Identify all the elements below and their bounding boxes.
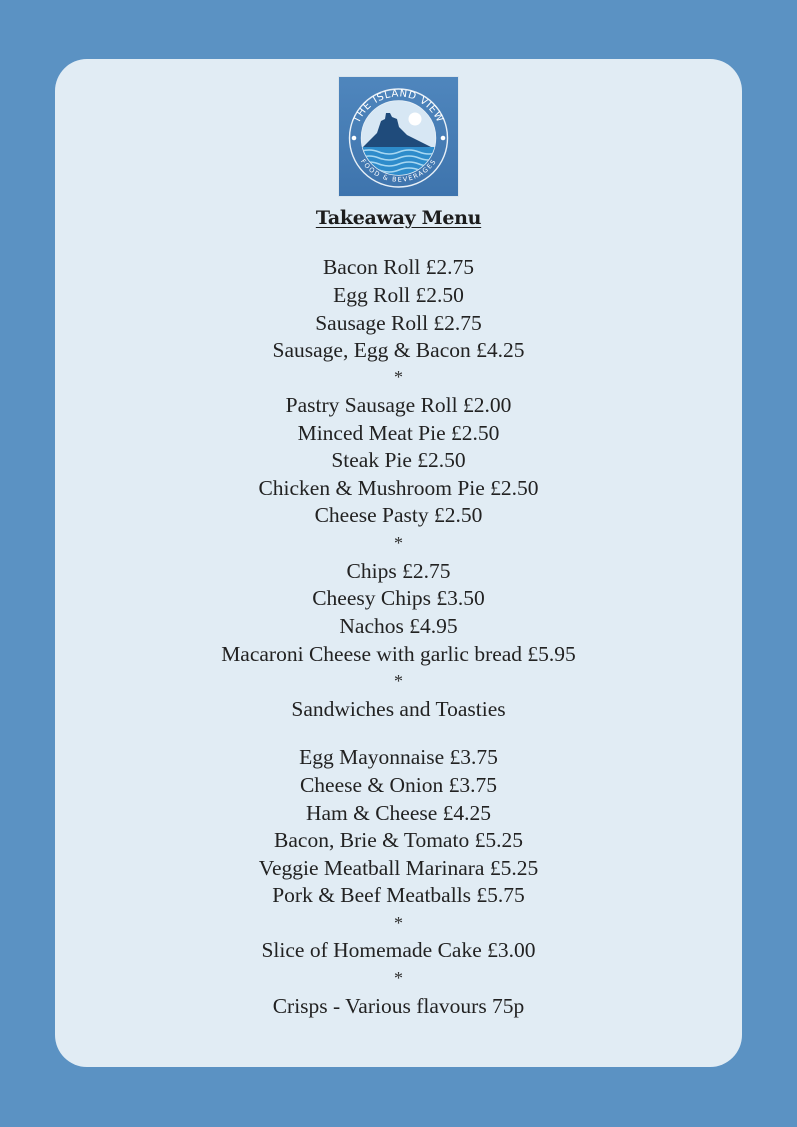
section-separator: * (394, 533, 403, 553)
menu-item: Pork & Beef Meatballs £5.75 (272, 883, 525, 907)
logo-top-text: THE ISLAND VIEW (351, 88, 446, 125)
section-separator: * (394, 671, 403, 691)
menu-item: Chips £2.75 (346, 559, 451, 583)
island-castle-logo-icon (339, 77, 458, 196)
menu-item: Cheese Pasty £2.50 (314, 503, 483, 527)
section-heading: Sandwiches and Toasties (291, 697, 506, 721)
menu-item: Cheesy Chips £3.50 (312, 586, 485, 610)
menu-item: Egg Mayonnaise £3.75 (299, 745, 498, 769)
menu-item: Crisps - Various flavours 75p (272, 994, 525, 1018)
menu-item: Slice of Homemade Cake £3.00 (261, 938, 536, 962)
island-view-logo (339, 77, 458, 196)
menu-item: Minced Meat Pie £2.50 (297, 421, 500, 445)
section-separator: * (394, 367, 403, 387)
menu-item: Cheese & Onion £3.75 (299, 773, 498, 797)
menu-item: Sausage Roll £2.75 (315, 311, 482, 335)
section-separator: * (394, 913, 403, 933)
menu-item: Pastry Sausage Roll £2.00 (285, 393, 512, 417)
menu-item: Steak Pie £2.50 (331, 448, 466, 472)
menu-item: Sausage, Egg & Bacon £4.25 (272, 338, 525, 362)
menu-item: Macaroni Cheese with garlic bread £5.95 (221, 642, 576, 666)
page-title: Takeaway Menu (315, 207, 482, 229)
menu-item: Ham & Cheese £4.25 (305, 801, 492, 825)
menu-item: Bacon, Brie & Tomato £5.25 (274, 828, 523, 852)
menu-item: Nachos £4.95 (339, 614, 458, 638)
logo-bottom-text: FOOD & BEVERAGES (359, 157, 438, 184)
section-separator: * (394, 968, 403, 988)
menu-item: Egg Roll £2.50 (333, 283, 464, 307)
menu-item: Bacon Roll £2.75 (322, 255, 475, 279)
menu-item: Chicken & Mushroom Pie £2.50 (258, 476, 539, 500)
menu-item: Veggie Meatball Marinara £5.25 (258, 856, 539, 880)
